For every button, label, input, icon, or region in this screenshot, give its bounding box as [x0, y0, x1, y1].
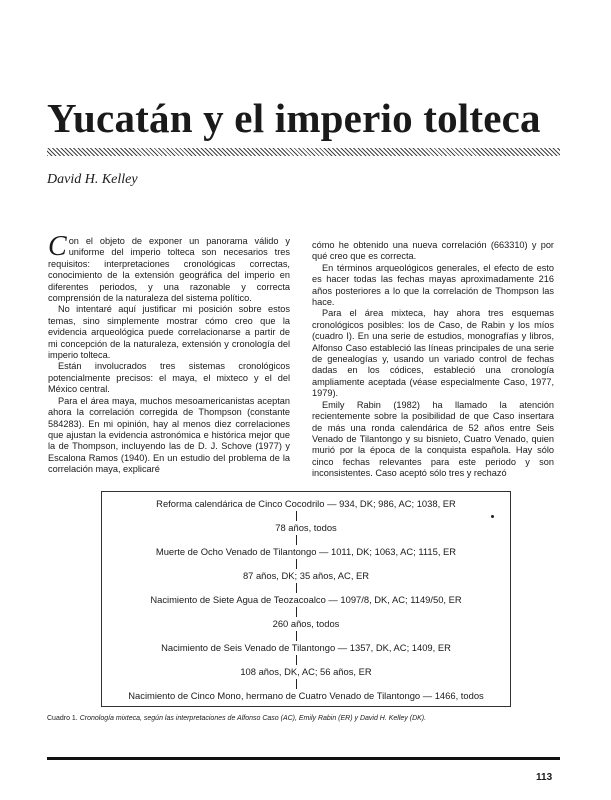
page-number: 113: [536, 772, 553, 783]
paragraph: Están involucrados tres sistemas cronológicos potencialmente precisos: el maya, el mixteco y el del México central.: [48, 361, 290, 395]
stray-dot: [491, 515, 494, 518]
chart-connector: [296, 559, 297, 569]
chart-event: Reforma calendárica de Cinco Cocodrilo — 934, DK; 986, AC; 1038, ER: [156, 498, 456, 509]
chart-interval: 260 años, todos: [272, 618, 340, 629]
chart-connector: [296, 607, 297, 617]
paragraph: Emily Rabin (1982) ha llamado la atención recientemente sobre la posibilidad de que Caso insertara de más una ronda calendárica de 52 años entre Seis Venado de Tilantongo y su bisnieto, Cuatro Venado, quien murió por la época de la conquista española. Hay sólo cinco fechas relevantes para este periodo y son inconsistentes. Caso aceptó sólo tres y rechazó: [312, 399, 554, 479]
drop-cap: C: [48, 231, 67, 262]
chart-connector: [296, 679, 297, 689]
chart-interval: 108 años, DK, AC; 56 años, ER: [240, 666, 372, 677]
paragraph: Para el área maya, muchos mesoamericanistas aceptan ahora la correlación corregida de Thompson (constante 584283). En mi opinión, hay al menos diez correlaciones que ajustan la evidencia astronómica e histórica mejor que la de Thompson, incluyendo las de D. J. Schove (1977) y Escalona Ramos (1940). En un estudio del problema de la correlación maya, explicaré: [48, 395, 290, 475]
chart-caption: [47, 714, 426, 723]
chart-connector: [296, 583, 297, 593]
chart-interval: 78 años, todos: [275, 522, 337, 533]
chart-connector: [296, 655, 297, 665]
chart-event: Nacimiento de Cinco Mono, hermano de Cuatro Venado de Tilantongo — 1466, todos: [128, 690, 484, 701]
chart-interval: 87 años, DK; 35 años, AC, ER: [242, 570, 370, 581]
paragraph: Con el objeto de exponer un panorama válido y uniforme del imperio tolteca son necesarios tres requisitos: interpretaciones cronológicas correctas, conocimiento de la extensión geográfica del imperio en diferentes periodos, y una razonable y correcta comprensión de la naturaleza del sistema político.: [48, 231, 290, 304]
right-column: [312, 240, 554, 480]
paragraph: No intentaré aquí justificar mi posición sobre estos temas, sino simplemente mostrar cómo creo que la evidencia arqueológica puede correlacionarse a partir de mi concepción de la naturaleza, extensión y cronología del imperio tolteca.: [48, 304, 290, 361]
left-column: [48, 231, 290, 476]
chart-connector: [296, 631, 297, 641]
footer-rule: [47, 757, 560, 760]
chart-connector: [296, 511, 297, 521]
chart-event: Nacimiento de Siete Agua de Teozacoalco — 1097/8, DK, AC; 1149/50, ER: [150, 594, 462, 605]
chart-event: Muerte de Ocho Venado de Tilantongo — 1011, DK; 1063, AC; 1115, ER: [155, 546, 457, 557]
paragraph: Para el área mixteca, hay ahora tres esquemas cronológicos posibles: los de Caso, de Rabin y los míos (cuadro I). En una serie de estudios, monografías y libros, Alfonso Caso estableció las líneas principales de una serie de genealogías y, usando un variado control de fechas dadas en los códices, estableció una cronología ampliamente aceptada (véase especialmente Caso, 1977, 1979).: [312, 308, 554, 399]
caption-label: Cuadro 1.: [47, 715, 78, 722]
paragraph: cómo he obtenido una nueva correlación (663310) y por qué creo que es correcta.: [312, 240, 554, 262]
chart-event: Nacimiento de Seis Venado de Tilantongo — 1357, DK, AC; 1409, ER: [161, 642, 451, 653]
title-rule: [47, 148, 560, 156]
paragraph: En términos arqueológicos generales, el efecto de esto es hacer todas las fechas mayas aproximadamente 216 años posteriores a lo que la correlación de Thompson las hace.: [312, 262, 554, 308]
chart-connector: [296, 535, 297, 545]
article-author: David H. Kelley: [47, 172, 138, 187]
caption-text: Cronología mixteca, según las interpretaciones de Alfonso Caso (AC), Emily Rabin (ER) y David H. Kelley (DK).: [79, 715, 427, 722]
article-title: Yucatán y el imperio tolteca: [47, 95, 541, 141]
